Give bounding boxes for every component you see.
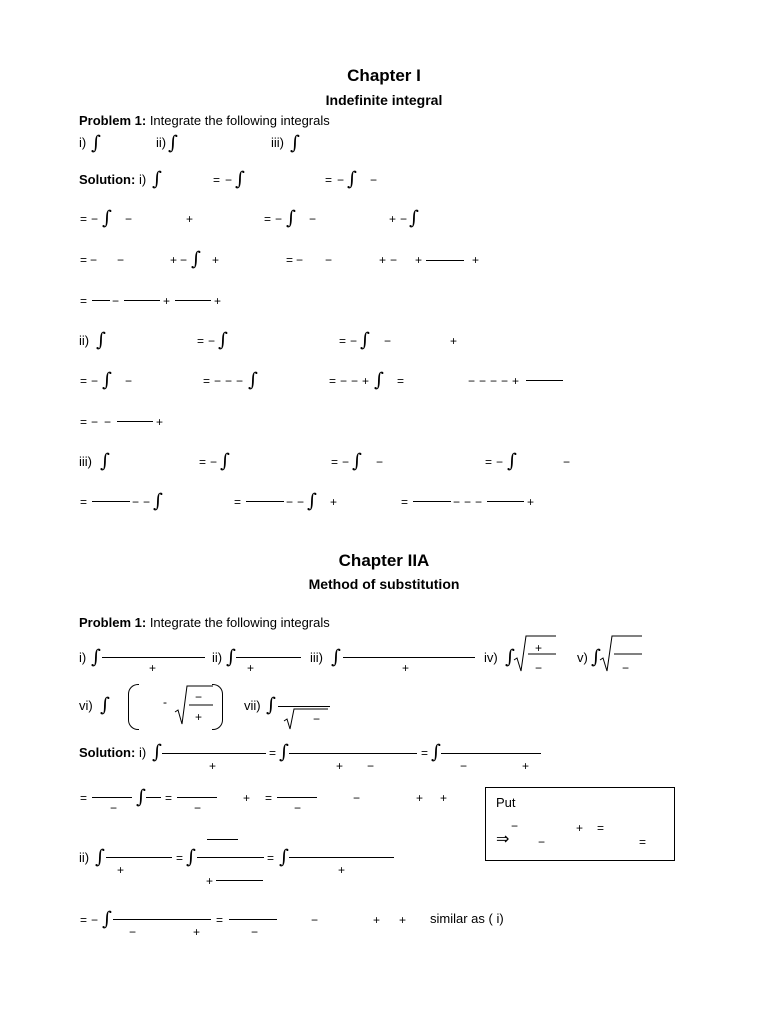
math-symbol: − [337, 173, 345, 187]
part-label: iii) [79, 454, 92, 469]
math-symbol: − [468, 374, 476, 388]
integral-sign: ∫ [102, 207, 112, 229]
math-symbol: − [117, 253, 125, 267]
math-symbol: − [342, 455, 350, 469]
item-label: v) [577, 650, 588, 665]
math-symbol: + [512, 374, 520, 388]
math-symbol: − [460, 759, 468, 773]
math-symbol: − [351, 374, 359, 388]
math-symbol: = [286, 253, 294, 267]
problem-label: Problem 1: [79, 615, 147, 630]
fraction-bar [207, 839, 238, 840]
integral-sign: ∫ [248, 369, 258, 391]
item-label: vi) [79, 698, 93, 713]
fraction-bar [289, 753, 417, 754]
math-symbol: + [163, 294, 171, 308]
integral-sign: ∫ [96, 329, 106, 351]
math-symbol: = [339, 334, 347, 348]
chapter-title: Chapter IIA [338, 551, 430, 570]
math-symbol: − [180, 253, 188, 267]
math-symbol: + [156, 415, 164, 429]
math-symbol: − [390, 253, 398, 267]
math-symbol: = [269, 746, 277, 760]
fraction-bar [197, 857, 264, 858]
integral-sign: ∫ [235, 168, 245, 190]
math-symbol: − [479, 374, 487, 388]
left-parenthesis [128, 684, 139, 730]
math-symbol: − [538, 835, 546, 849]
integral-sign: ∫ [409, 207, 419, 229]
chapter-subtitle: Indefinite integral [325, 92, 443, 108]
math-symbol: + [576, 821, 584, 835]
math-symbol: + [416, 791, 424, 805]
math-symbol: − [104, 415, 112, 429]
integral-sign: ∫ [347, 168, 357, 190]
math-symbol: − [225, 374, 233, 388]
math-symbol: = [80, 415, 88, 429]
math-symbol: = [325, 173, 333, 187]
math-symbol: + [402, 661, 410, 675]
math-symbol: = [80, 913, 88, 927]
math-symbol: − [210, 455, 218, 469]
math-symbol: = [203, 374, 211, 388]
problem-label: Problem 1: [79, 113, 147, 128]
integral-sign: ∫ [307, 490, 317, 512]
item-label: vii) [244, 698, 261, 713]
integral-sign: ∫ [360, 329, 370, 351]
fraction-bar [102, 657, 205, 658]
fraction-bar [441, 753, 541, 754]
item-label: ii) [156, 135, 167, 150]
solution-heading [79, 172, 146, 188]
math-symbol: + [338, 863, 346, 877]
math-symbol: − [400, 212, 408, 226]
item-label: iii) [271, 135, 284, 150]
math-symbol: − [194, 801, 202, 815]
math-symbol: − [112, 294, 120, 308]
similar-note: similar as ( i) [430, 911, 504, 926]
math-symbol: − [125, 212, 133, 226]
math-symbol: = [80, 374, 88, 388]
substitution-box [485, 787, 675, 861]
integral-sign: ∫ [374, 369, 384, 391]
math-symbol: − [297, 495, 305, 509]
math-symbol: + [195, 710, 203, 724]
math-symbol: − [129, 925, 137, 939]
fraction-bar [526, 380, 563, 381]
math-symbol: − [236, 374, 244, 388]
math-symbol: − [490, 374, 498, 388]
problem-text: Integrate the following integrals [149, 113, 330, 128]
math-symbol: − [110, 801, 118, 815]
part-label: i) [138, 745, 147, 760]
math-symbol: = [265, 791, 273, 805]
math-symbol: − [195, 690, 203, 704]
integral-sign: ∫ [152, 168, 162, 190]
problem-statement [79, 113, 330, 129]
math-symbol: − [370, 173, 378, 187]
math-symbol: = [401, 495, 409, 509]
math-symbol: − [309, 212, 317, 226]
integral-sign: ∫ [168, 132, 178, 154]
sqrt-sign [173, 684, 215, 728]
integral-sign: ∫ [102, 908, 112, 930]
item-label: iv) [484, 650, 498, 665]
math-symbol: + [399, 913, 407, 927]
math-symbol: + [209, 759, 217, 773]
part-label: ii) [79, 850, 90, 865]
math-symbol: + [522, 759, 530, 773]
math-symbol: − [511, 819, 519, 833]
math-symbol: + [149, 661, 157, 675]
math-symbol: − [384, 334, 392, 348]
fraction-bar [277, 797, 317, 798]
math-symbol: − [311, 913, 319, 927]
implies-arrow: ⇒ [496, 831, 510, 848]
item-label: i) [79, 135, 87, 150]
math-symbol: = [213, 173, 221, 187]
math-symbol: = [331, 455, 339, 469]
integral-sign: ∫ [226, 646, 236, 668]
math-symbol: = [421, 746, 429, 760]
math-symbol: = [80, 791, 88, 805]
fraction-bar [487, 501, 524, 502]
math-symbol: + [193, 925, 201, 939]
sqrt-sign [598, 634, 644, 674]
integral-sign: ∫ [95, 846, 105, 868]
math-symbol: = [267, 851, 275, 865]
math-symbol: + [362, 374, 370, 388]
integral-sign: ∫ [91, 646, 101, 668]
math-symbol: + [379, 253, 387, 267]
integral-sign: ∫ [352, 450, 362, 472]
fraction-bar [146, 797, 161, 798]
math-symbol: − [91, 374, 99, 388]
math-symbol: − [353, 791, 361, 805]
math-symbol: = [216, 913, 224, 927]
integral-sign: ∫ [279, 741, 289, 763]
integral-sign: ∫ [191, 248, 201, 270]
math-symbol: + [527, 495, 535, 509]
math-symbol: − [125, 374, 133, 388]
math-symbol: = [80, 495, 88, 509]
fraction-bar [106, 857, 172, 858]
math-symbol: + [450, 334, 458, 348]
math-symbol: = [234, 495, 242, 509]
fraction-bar [413, 501, 451, 502]
fraction-bar [246, 501, 284, 502]
math-symbol: − [143, 495, 151, 509]
item-label: ii) [212, 650, 223, 665]
math-symbol: − [132, 495, 140, 509]
math-symbol: = [597, 821, 605, 835]
math-symbol: − [501, 374, 509, 388]
integral-sign: ∫ [100, 450, 110, 472]
integral-sign: ∫ [102, 369, 112, 391]
math-symbol: − [208, 334, 216, 348]
integral-sign: ∫ [266, 694, 276, 716]
fraction-bar [229, 919, 277, 920]
math-symbol: + [170, 253, 178, 267]
math-symbol: − [275, 212, 283, 226]
math-symbol: + [440, 791, 448, 805]
math-symbol: − [91, 913, 99, 927]
integral-sign: ∫ [100, 694, 110, 716]
math-symbol: − [475, 495, 483, 509]
right-parenthesis [212, 684, 223, 730]
math-symbol: = [165, 791, 173, 805]
math-symbol: − [214, 374, 222, 388]
math-symbol: − [464, 495, 472, 509]
math-symbol: − [453, 495, 461, 509]
problem-statement [79, 615, 330, 631]
math-symbol: + [535, 641, 543, 655]
item-label: iii) [310, 650, 323, 665]
math-symbol: − [90, 253, 98, 267]
chapter-title: Chapter I [347, 66, 421, 85]
math-symbol: + [373, 913, 381, 927]
integral-sign: ∫ [153, 490, 163, 512]
solution-label: Solution: [79, 172, 136, 187]
math-symbol: = [639, 835, 647, 849]
math-symbol: = [176, 851, 184, 865]
math-symbol: + [389, 212, 397, 226]
solution-label: Solution: [79, 745, 136, 760]
fraction-bar [113, 919, 211, 920]
integral-sign: ∫ [431, 741, 441, 763]
put-label: Put [496, 795, 516, 810]
math-symbol: + [214, 294, 222, 308]
math-symbol: − [91, 212, 99, 226]
part-label: i) [138, 172, 147, 187]
fraction-bar [426, 260, 464, 261]
math-symbol: + [247, 661, 255, 675]
math-symbol: + [472, 253, 480, 267]
math-symbol: − [622, 661, 630, 675]
sqrt-sign [282, 707, 330, 731]
math-symbol: = [80, 253, 88, 267]
fraction-bar [236, 657, 301, 658]
fraction-bar [289, 857, 394, 858]
integral-sign: ∫ [286, 207, 296, 229]
math-symbol: + [336, 759, 344, 773]
math-symbol: − [563, 455, 571, 469]
math-symbol: + [330, 495, 338, 509]
fraction-bar [177, 797, 217, 798]
problem-text: Integrate the following integrals [149, 615, 330, 630]
integral-sign: ∫ [505, 646, 515, 668]
math-symbol: + [212, 253, 220, 267]
fraction-bar [124, 300, 160, 301]
math-symbol: − [313, 712, 321, 726]
integral-sign: ∫ [152, 741, 162, 763]
math-symbol: + [186, 212, 194, 226]
math-symbol: − [286, 495, 294, 509]
math-symbol: = [397, 374, 405, 388]
integral-sign: ∫ [91, 132, 101, 154]
fraction-bar [92, 501, 130, 502]
integral-sign: ∫ [279, 846, 289, 868]
math-symbol: = [197, 334, 205, 348]
fraction-bar [117, 421, 153, 422]
integral-sign: ∫ [186, 846, 196, 868]
math-symbol: − [496, 455, 504, 469]
math-symbol: = [329, 374, 337, 388]
math-symbol: + [415, 253, 423, 267]
math-symbol: − [367, 759, 375, 773]
math-symbol: − [535, 661, 543, 675]
integral-sign: ∫ [507, 450, 517, 472]
math-symbol: − [350, 334, 358, 348]
integral-sign: ∫ [591, 646, 601, 668]
fraction-bar [92, 300, 110, 301]
chapter-subtitle: Method of substitution [308, 576, 460, 592]
integral-sign: ∫ [331, 646, 341, 668]
math-symbol: + [243, 791, 251, 805]
math-symbol: = [199, 455, 207, 469]
fraction-bar [92, 797, 132, 798]
math-symbol: − [376, 455, 384, 469]
math-symbol: = [80, 212, 88, 226]
math-symbol: − [340, 374, 348, 388]
fraction-bar [343, 657, 475, 658]
integral-sign: ∫ [220, 450, 230, 472]
fraction-bar [175, 300, 211, 301]
integral-sign: ∫ [218, 329, 228, 351]
math-symbol: = [485, 455, 493, 469]
math-symbol: − [225, 173, 233, 187]
part-label: ii) [79, 333, 90, 348]
math-symbol: - [163, 695, 167, 709]
integral-sign: ∫ [136, 786, 146, 808]
math-symbol: − [251, 925, 259, 939]
math-symbol: − [294, 801, 302, 815]
math-symbol: + [206, 874, 214, 888]
solution-heading [79, 745, 146, 761]
integral-sign: ∫ [290, 132, 300, 154]
item-label: i) [79, 650, 87, 665]
fraction-bar [216, 880, 263, 881]
math-symbol: − [296, 253, 304, 267]
math-symbol: = [264, 212, 272, 226]
fraction-bar [162, 753, 266, 754]
math-symbol: = [80, 294, 88, 308]
math-symbol: − [91, 415, 99, 429]
math-symbol: − [325, 253, 333, 267]
math-symbol: + [117, 863, 125, 877]
